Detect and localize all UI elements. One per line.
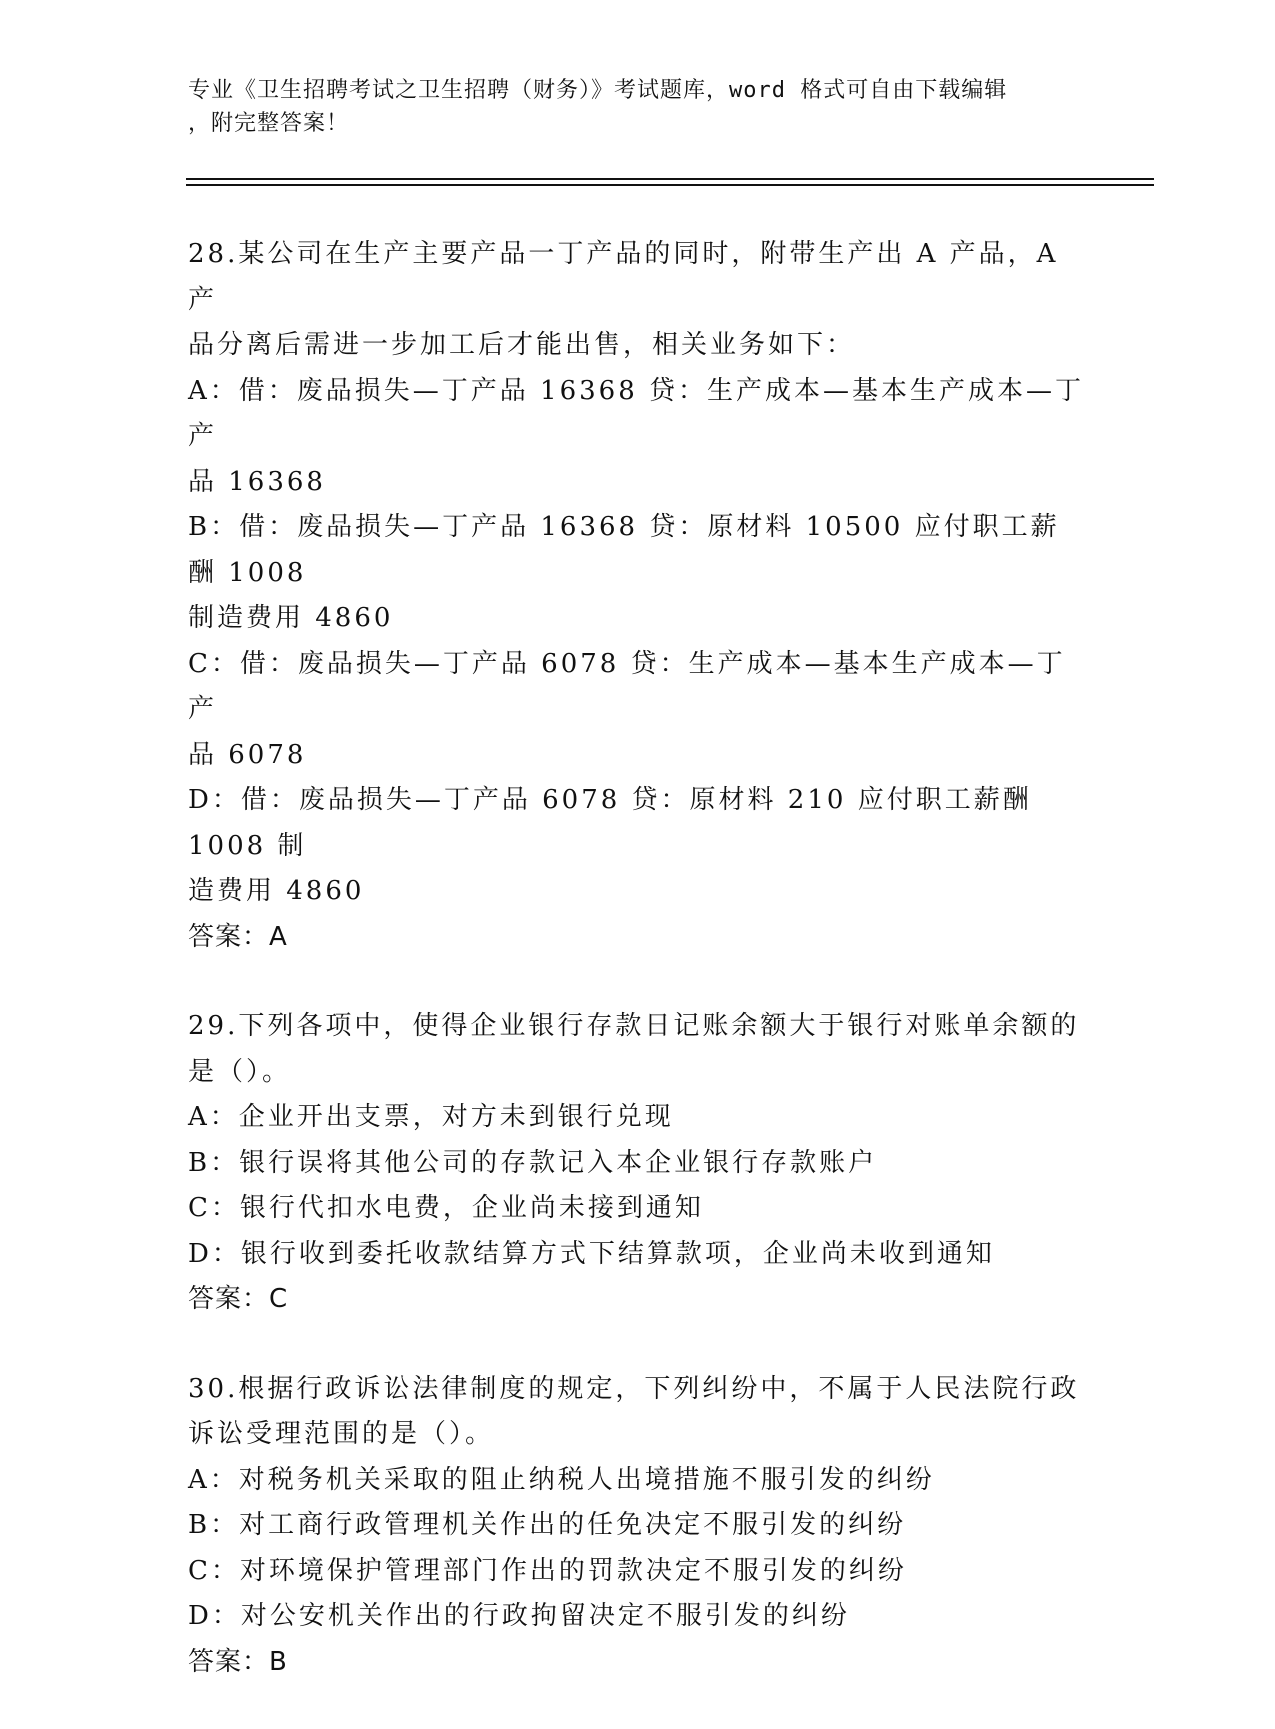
- question-stem-line: 诉讼受理范围的是（）。: [188, 1419, 495, 1449]
- option-d-line: D：借：废品损失—丁产品 6078 贷：原材料 210 应付职工薪酬 1008 制: [188, 785, 1043, 861]
- option-a-line: A：企业开出支票，对方未到银行兑现: [188, 1102, 674, 1132]
- question-stem-line: 29.下列各项中，使得企业银行存款日记账余额大于银行对账单余额的: [188, 1011, 1080, 1041]
- question-list: [188, 232, 1088, 1729]
- header-line-1: 专业《卫生招聘考试之卫生招聘（财务）》考试题库，word 格式可自由下载编辑: [188, 78, 1008, 103]
- header-rule-top: [186, 178, 1154, 180]
- question-30: [188, 1367, 1088, 1686]
- option-a-line: 品 16368: [188, 466, 326, 497]
- option-d-line: D：银行收到委托收款结算方式下结算款项，企业尚未收到通知: [188, 1238, 995, 1269]
- option-c-line: C：借：废品损失—丁产品 6078 贷：生产成本—基本生产成本—丁产: [188, 648, 1066, 724]
- option-a-line: A：对税务机关采取的阻止纳税人出境措施不服引发的纠纷: [188, 1464, 935, 1495]
- document-header: [188, 74, 1088, 140]
- question-stem-line: 品分离后需进一步加工后才能出售，相关业务如下：: [188, 330, 856, 360]
- option-c-line: C：银行代扣水电费，企业尚未接到通知: [188, 1193, 704, 1223]
- question-29: [188, 1004, 1088, 1323]
- question-28: [188, 232, 1088, 960]
- option-b-line: B：对工商行政管理机关作出的任免决定不服引发的纠纷: [188, 1510, 907, 1540]
- option-b-line: B：借：废品损失—丁产品 16368 贷：原材料 10500 应付职工薪酬 1008: [188, 512, 1060, 588]
- header-rule-bottom: [186, 184, 1154, 186]
- question-stem-line: 28.某公司在生产主要产品一丁产品的同时，附带生产出 A 产品，A 产: [188, 239, 1070, 315]
- option-d-line: 造费用 4860: [188, 876, 365, 906]
- option-d-line: D：对公安机关作出的行政拘留决定不服引发的纠纷: [188, 1601, 850, 1631]
- question-stem-line: 30.根据行政诉讼法律制度的规定，下列纠纷中，不属于人民法院行政: [188, 1373, 1080, 1404]
- option-c-line: C：对环境保护管理部门作出的罚款决定不服引发的纠纷: [188, 1555, 907, 1586]
- answer: 答案：A: [188, 921, 288, 952]
- option-b-line: B：银行误将其他公司的存款记入本企业银行存款账户: [188, 1147, 878, 1178]
- question-stem-line: 是（）。: [188, 1056, 292, 1087]
- option-c-line: 品 6078: [188, 739, 307, 770]
- answer: 答案：B: [188, 1646, 288, 1677]
- header-line-2: ，附完整答案！: [188, 111, 350, 136]
- option-b-line: 制造费用 4860: [188, 603, 394, 633]
- answer: 答案：C: [188, 1284, 289, 1314]
- option-a-line: A：借：废品损失—丁产品 16368 贷：生产成本—基本生产成本—丁产: [188, 375, 1085, 451]
